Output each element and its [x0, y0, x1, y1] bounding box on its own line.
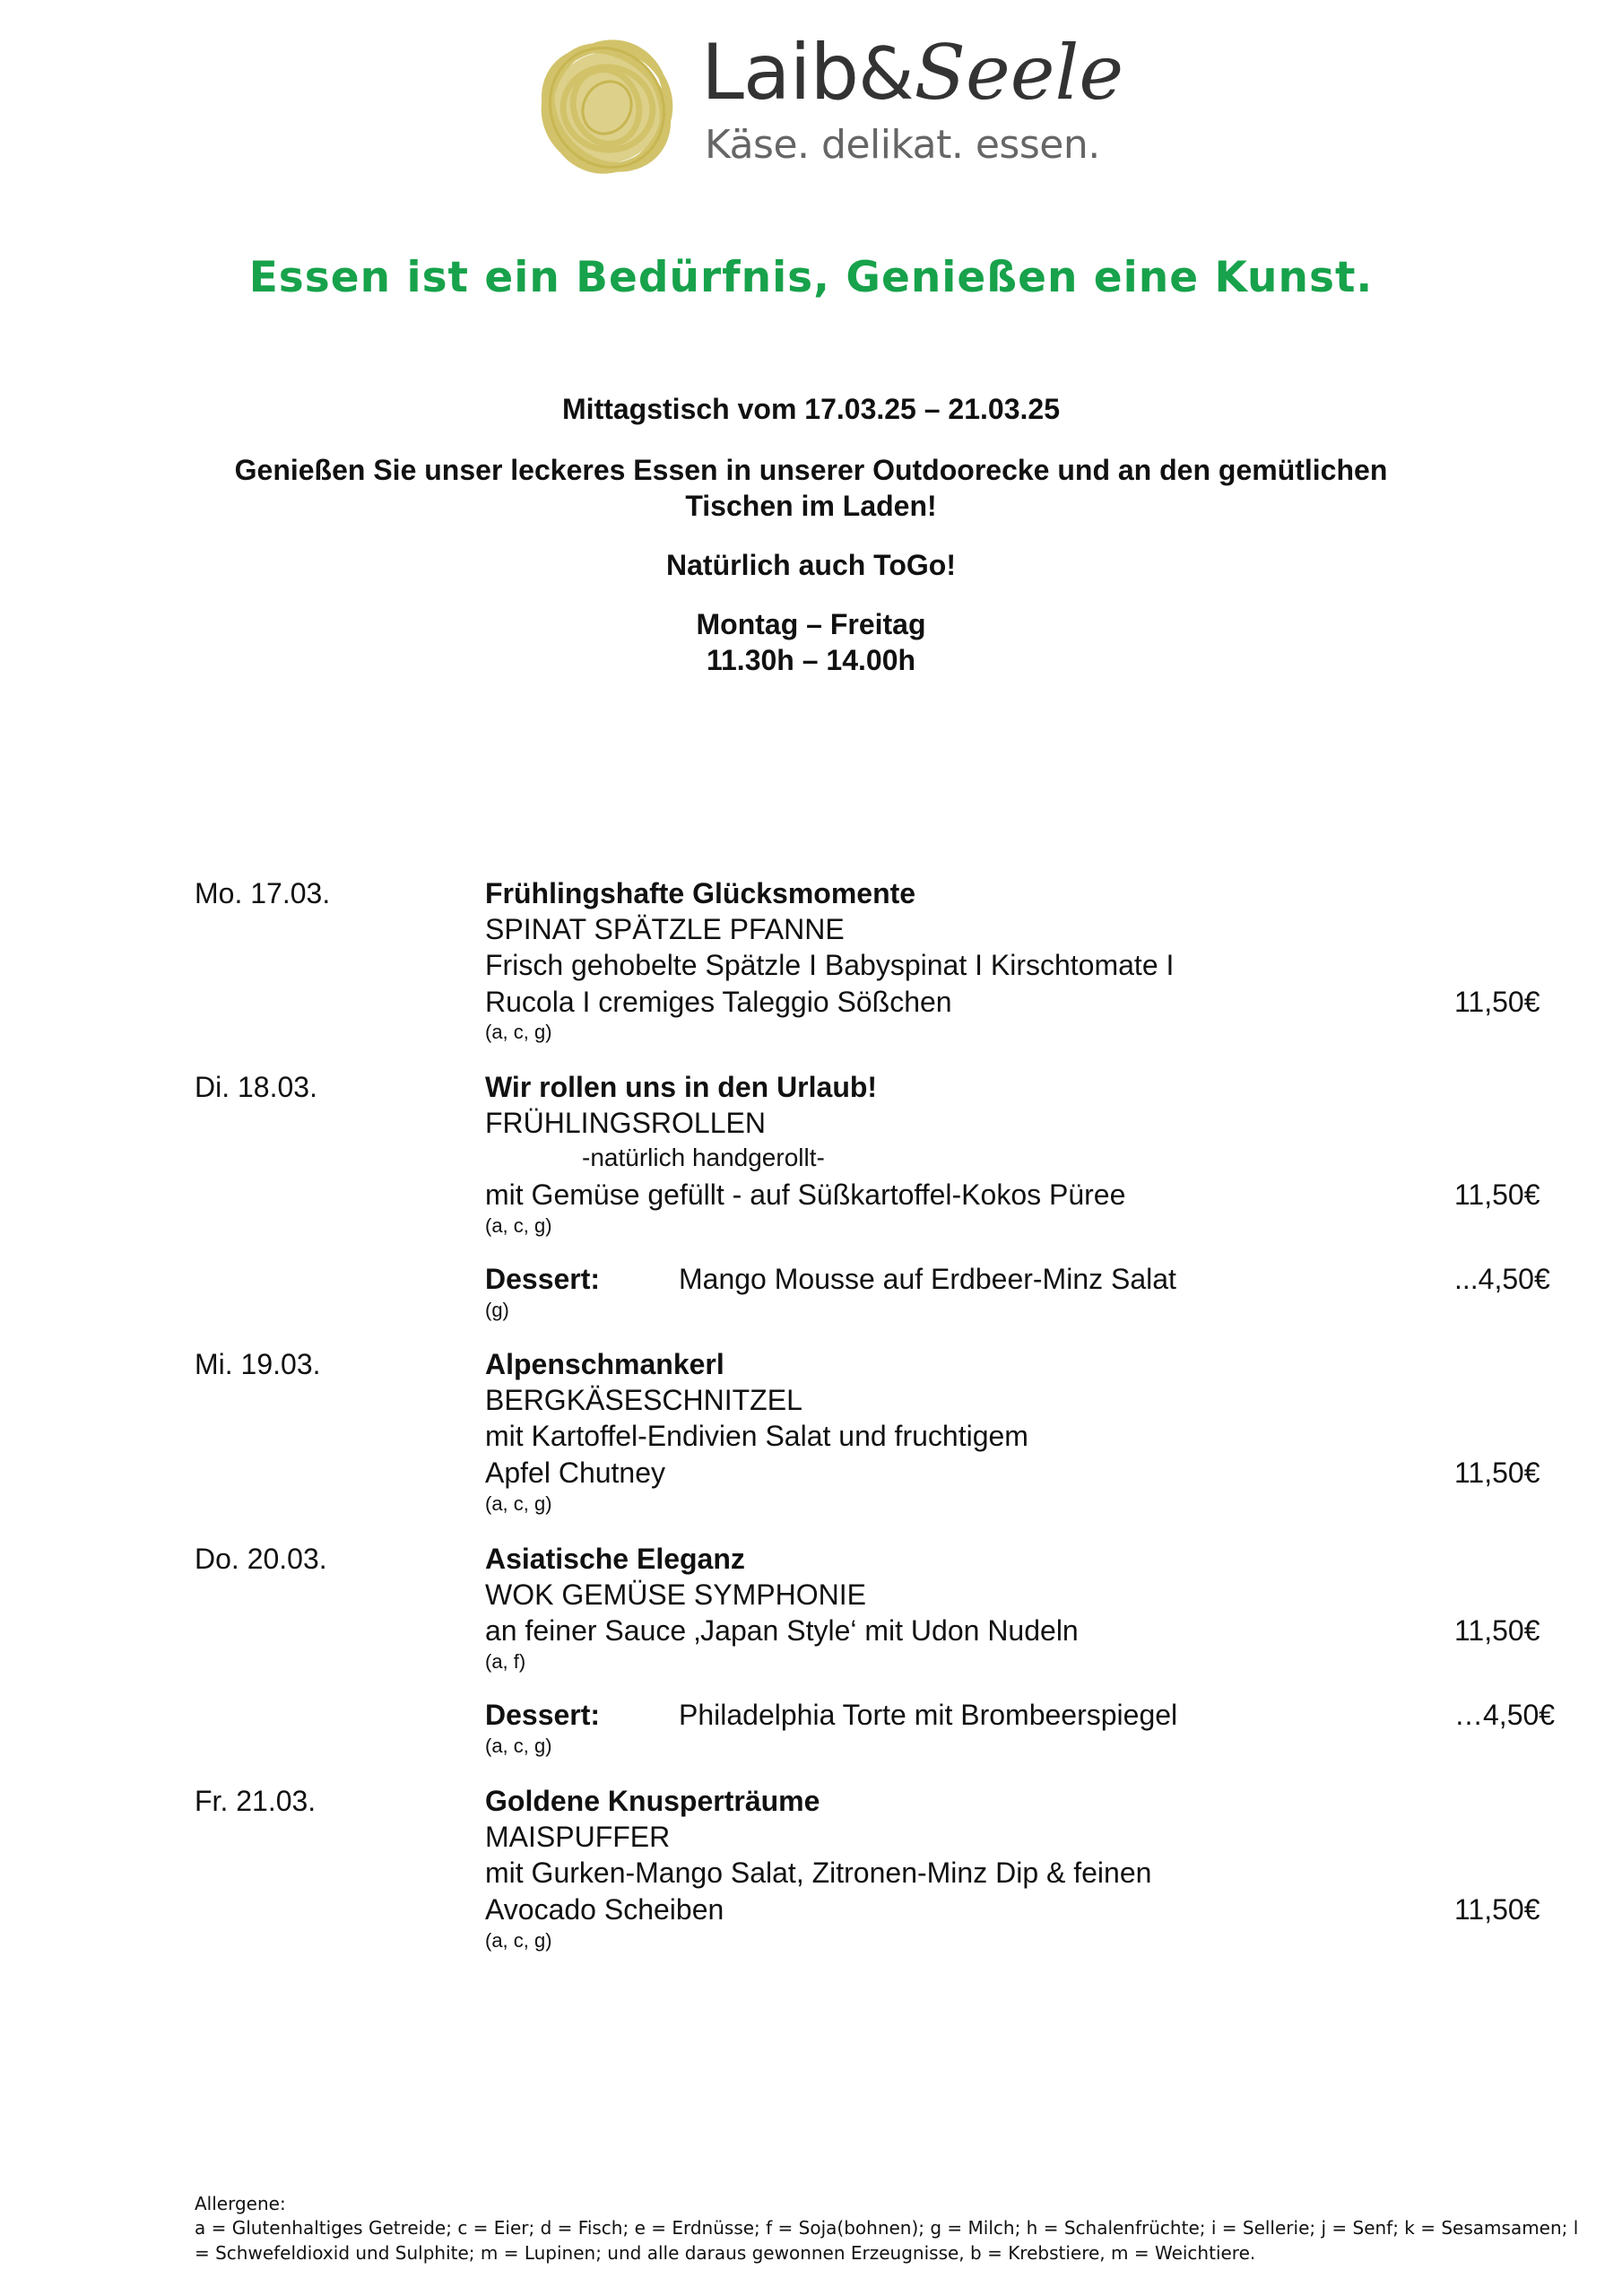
- allergen-codes: (a, c, g): [485, 1929, 552, 1952]
- opening-hours: 11.30h – 14.00h: [706, 644, 916, 676]
- dish-description: Avocado Scheiben: [485, 1893, 724, 1926]
- dessert-description: Mango Mousse auf Erdbeer-Minz Salat: [679, 1263, 1176, 1295]
- brand-logo: [531, 28, 1124, 176]
- dish-description: mit Gurken-Mango Salat, Zitronen-Minz Dip & feinen: [485, 1857, 1152, 1889]
- dish-title: Goldene Knusperträume: [485, 1785, 820, 1817]
- day-label: Fr. 21.03.: [195, 1785, 317, 1817]
- logo-tagline: Käse. delikat. essen.: [705, 122, 1100, 168]
- dish-price: 11,50€: [1454, 986, 1540, 1018]
- dish-description: Apfel Chutney: [485, 1457, 666, 1489]
- day-label: Di. 18.03.: [195, 1071, 317, 1103]
- day-label: Do. 20.03.: [195, 1543, 327, 1575]
- allergen-codes: (a, c, g): [485, 1492, 552, 1515]
- dish-price: 11,50€: [1454, 1893, 1540, 1926]
- dish-title: Frühlingshafte Glücksmomente: [485, 877, 916, 909]
- dish-name: BERGKÄSESCHNITZEL: [485, 1384, 802, 1416]
- dish-description: an feiner Sauce ‚Japan Style‘ mit Udon Nudeln: [485, 1614, 1079, 1647]
- logo-word-seele: Seele: [914, 29, 1124, 117]
- allergen-legend-line: = Schwefeldioxid und Sulphite; m = Lupinen; und alle daraus gewonnen Erzeugnisse, b = Krebstiere, m = Weichtiere.: [195, 2242, 1256, 2264]
- logo-circle-icon: [531, 30, 683, 183]
- allergen-legend: [195, 2215, 1579, 2266]
- dish-title: Wir rollen uns in den Urlaub!: [485, 1071, 878, 1103]
- dessert-label: Dessert:: [485, 1263, 601, 1295]
- intro-line-2: Tischen im Laden!: [685, 490, 937, 522]
- day-label: Mo. 17.03.: [195, 877, 331, 909]
- allergen-legend-line: a = Glutenhaltiges Getreide; c = Eier; d = Fisch; e = Erdnüsse; f = Soja(bohnen); g = Milch; h = Schalenfrüchte; i = Sellerie; j = Senf; k = Sesamsamen; l: [195, 2217, 1579, 2239]
- allergen-codes: (a, c, g): [485, 1214, 552, 1237]
- dish-description: mit Gemüse gefüllt - auf Süßkartoffel-Kokos Püree: [485, 1178, 1126, 1211]
- motto-heading: Essen ist ein Bedürfnis, Genießen eine Kunst.: [248, 253, 1374, 302]
- dessert-label: Dessert:: [485, 1699, 601, 1731]
- dish-description: Rucola I cremiges Taleggio Sößchen: [485, 986, 952, 1018]
- dish-price: 11,50€: [1454, 1178, 1540, 1211]
- dessert-price: ...4,50€: [1454, 1263, 1550, 1295]
- dish-price: 11,50€: [1454, 1614, 1540, 1647]
- dish-description: Frisch gehobelte Spätzle I Babyspinat I Kirschtomate I: [485, 949, 1175, 981]
- logo-wordmark: [701, 28, 1124, 117]
- allergen-codes: (a, c, g): [485, 1021, 552, 1043]
- intro-line-1: Genießen Sie unser leckeres Essen in unserer Outdoorecke und an den gemütlichen: [234, 454, 1388, 486]
- dish-name: FRÜHLINGSROLLEN: [485, 1107, 766, 1139]
- dish-name: MAISPUFFER: [485, 1821, 671, 1853]
- dish-name: WOK GEMÜSE SYMPHONIE: [485, 1578, 866, 1611]
- allergen-codes: (g): [485, 1299, 509, 1321]
- logo-ampersand: &: [858, 32, 915, 116]
- day-label: Mi. 19.03.: [195, 1348, 321, 1380]
- allergen-codes: (a, f): [485, 1650, 526, 1673]
- dish-name: SPINAT SPÄTZLE PFANNE: [485, 913, 845, 945]
- dish-title: Alpenschmankerl: [485, 1348, 724, 1380]
- allergen-legend-title: Allergene:: [195, 2193, 286, 2214]
- dish-price: 11,50€: [1454, 1457, 1540, 1489]
- dish-note: -natürlich handgerollt-: [582, 1144, 825, 1171]
- dessert-price: …4,50€: [1454, 1699, 1556, 1731]
- logo-word-laib: Laib: [701, 28, 859, 117]
- dish-title: Asiatische Eleganz: [485, 1543, 745, 1575]
- dessert-description: Philadelphia Torte mit Brombeerspiegel: [679, 1699, 1178, 1731]
- togo-note: Natürlich auch ToGo!: [666, 549, 956, 581]
- dish-description: mit Kartoffel-Endivien Salat und fruchtigem: [485, 1420, 1028, 1452]
- allergen-codes: (a, c, g): [485, 1735, 552, 1757]
- menu-title: Mittagstisch vom 17.03.25 – 21.03.25: [562, 393, 1060, 425]
- opening-days: Montag – Freitag: [696, 608, 926, 640]
